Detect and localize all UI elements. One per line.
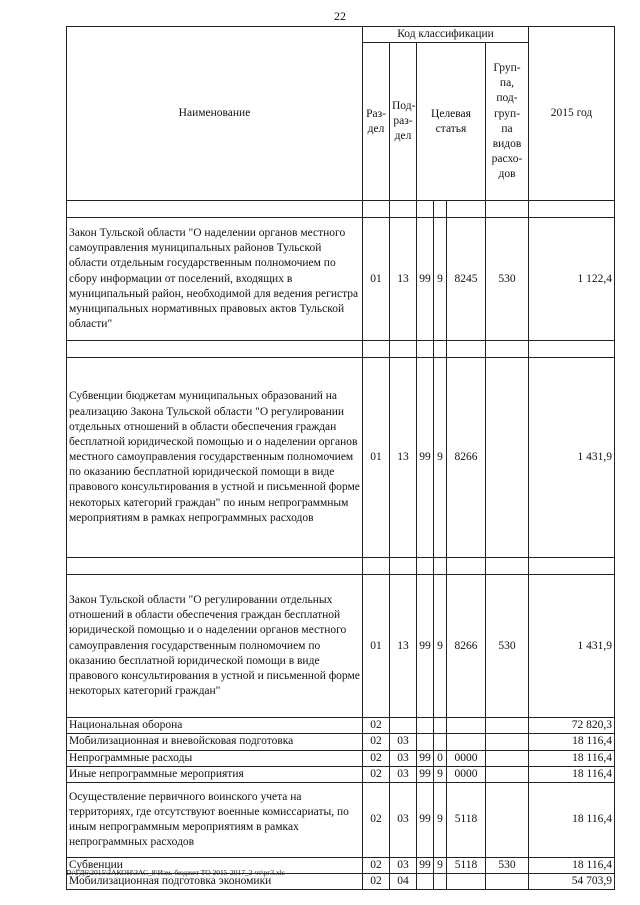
row-target-subprogram: 9 — [434, 782, 447, 857]
row-target-subprogram: 9 — [434, 218, 447, 341]
row-amount: 18 116,4 — [529, 857, 615, 873]
row-target-subprogram: 9 — [434, 358, 447, 558]
header-year: 2015 год — [529, 27, 615, 201]
row-podrazdel: 03 — [390, 782, 417, 857]
row-name: Мобилизационная подготовка экономики — [67, 874, 363, 890]
row-target-direction: 8266 — [447, 575, 486, 718]
row-target-direction: 0000 — [447, 750, 486, 766]
row-target-program: 99 — [417, 575, 434, 718]
table-row — [67, 218, 615, 341]
table-row — [67, 766, 615, 782]
row-amount: 18 116,4 — [529, 750, 615, 766]
row-name: Мобилизационная и вневойсковая подготовка — [67, 734, 363, 750]
row-target-program — [417, 734, 434, 750]
table-header — [67, 27, 615, 201]
row-target-direction: 5118 — [447, 782, 486, 857]
spacer-row — [67, 341, 615, 358]
row-podrazdel: 03 — [390, 857, 417, 873]
row-razdel: 02 — [363, 766, 390, 782]
row-target-direction — [447, 734, 486, 750]
row-amount: 18 116,4 — [529, 734, 615, 750]
footer-file-path: D:\ГД6\2015\ЗАКОН\ЗАС_8\Изм. бюджет ТО 2015-2017_2 чт\рг3.xls — [66, 868, 285, 877]
row-expense-group — [486, 874, 529, 890]
header-target-article: Целевая статья — [417, 43, 486, 201]
row-podrazdel: 03 — [390, 750, 417, 766]
row-target-program — [417, 718, 434, 734]
row-amount: 72 820,3 — [529, 718, 615, 734]
row-expense-group — [486, 734, 529, 750]
row-name: Закон Тульской области "О наделении органов местного самоуправления муниципальных районов Тульской области отдельным государственным полномочием по сбору информации от поселений, входящих в муниципальный район, необходимой для ведения регистра муниципальных нормативных правовых актов Тульской области" — [67, 218, 363, 341]
row-target-program: 99 — [417, 766, 434, 782]
budget-table — [66, 26, 615, 890]
row-expense-group — [486, 782, 529, 857]
row-name: Непрограммные расходы — [67, 750, 363, 766]
row-target-subprogram — [434, 718, 447, 734]
row-target-subprogram: 0 — [434, 750, 447, 766]
row-name: Закон Тульской области "О регулировании отдельных отношений в области обеспечения граждан бесплатной юридической помощью и о наделении органов местного самоуправления государственным полномочием по оказанию бесплатной юридической помощи в виде правового консультирования в устной и письменной форме некоторых категорий граждан" — [67, 575, 363, 718]
row-name: Иные непрограммные мероприятия — [67, 766, 363, 782]
row-name: Субвенции — [67, 857, 363, 873]
header-razdel: Раз- дел — [363, 43, 390, 201]
row-podrazdel: 13 — [390, 358, 417, 558]
header-classification: Код классификации — [363, 27, 529, 43]
row-podrazdel: 13 — [390, 218, 417, 341]
row-target-direction — [447, 874, 486, 890]
row-target-direction: 0000 — [447, 766, 486, 782]
row-podrazdel: 03 — [390, 766, 417, 782]
row-target-program: 99 — [417, 750, 434, 766]
table-row — [67, 575, 615, 718]
row-expense-group — [486, 358, 529, 558]
row-podrazdel: 03 — [390, 734, 417, 750]
row-podrazdel — [390, 718, 417, 734]
row-amount: 18 116,4 — [529, 766, 615, 782]
row-target-subprogram: 9 — [434, 857, 447, 873]
row-podrazdel: 04 — [390, 874, 417, 890]
row-razdel: 02 — [363, 874, 390, 890]
row-target-direction: 8266 — [447, 358, 486, 558]
row-razdel: 01 — [363, 358, 390, 558]
row-target-subprogram: 9 — [434, 575, 447, 718]
row-podrazdel: 13 — [390, 575, 417, 718]
row-razdel: 02 — [363, 718, 390, 734]
row-target-subprogram: 9 — [434, 766, 447, 782]
row-expense-group: 530 — [486, 218, 529, 341]
header-name: Наименование — [67, 27, 363, 201]
header-expense-group: Груп- па, под- груп- па видов расхо- дов — [486, 43, 529, 201]
row-target-program: 99 — [417, 782, 434, 857]
row-razdel: 01 — [363, 575, 390, 718]
row-razdel: 02 — [363, 782, 390, 857]
table-row — [67, 782, 615, 857]
row-target-program — [417, 874, 434, 890]
row-target-subprogram — [434, 874, 447, 890]
row-name: Национальная оборона — [67, 718, 363, 734]
row-expense-group: 530 — [486, 575, 529, 718]
row-amount: 18 116,4 — [529, 782, 615, 857]
spacer-row — [67, 201, 615, 218]
row-target-direction: 8245 — [447, 218, 486, 341]
header-podrazdel: Под- раз- дел — [390, 43, 417, 201]
row-target-direction: 5118 — [447, 857, 486, 873]
row-expense-group — [486, 750, 529, 766]
table-row — [67, 750, 615, 766]
table-row — [67, 734, 615, 750]
row-target-program: 99 — [417, 857, 434, 873]
row-amount: 1 431,9 — [529, 575, 615, 718]
row-expense-group — [486, 766, 529, 782]
spacer-row — [67, 558, 615, 575]
row-target-program: 99 — [417, 218, 434, 341]
table-row — [67, 358, 615, 558]
page-number: 22 — [334, 9, 346, 23]
row-razdel: 01 — [363, 218, 390, 341]
row-expense-group: 530 — [486, 857, 529, 873]
row-razdel: 02 — [363, 857, 390, 873]
row-name: Осуществление первичного воинского учета на территориях, где отсутствуют военные комиссариаты, по иным непрограммным мероприятиям в рамках непрограммных расходов — [67, 782, 363, 857]
row-expense-group — [486, 718, 529, 734]
row-amount: 1 431,9 — [529, 358, 615, 558]
row-target-program: 99 — [417, 358, 434, 558]
table-row — [67, 718, 615, 734]
row-razdel: 02 — [363, 750, 390, 766]
row-target-subprogram — [434, 734, 447, 750]
row-target-direction — [447, 718, 486, 734]
row-amount: 1 122,4 — [529, 218, 615, 341]
row-name: Субвенции бюджетам муниципальных образований на реализацию Закона Тульской области "О регулировании отдельных отношений в области обеспечения граждан бесплатной юридической помощью и о наделении органов местного самоуправления государственным полномочием по оказанию бесплатной юридической помощи в виде правового консультирования в устной и письменной форме некоторых категорий граждан" по иным непрограммным мероприятиям в рамках непрограммных расходов — [67, 358, 363, 558]
row-amount: 54 703,9 — [529, 874, 615, 890]
row-razdel: 02 — [363, 734, 390, 750]
table-body — [67, 201, 615, 890]
